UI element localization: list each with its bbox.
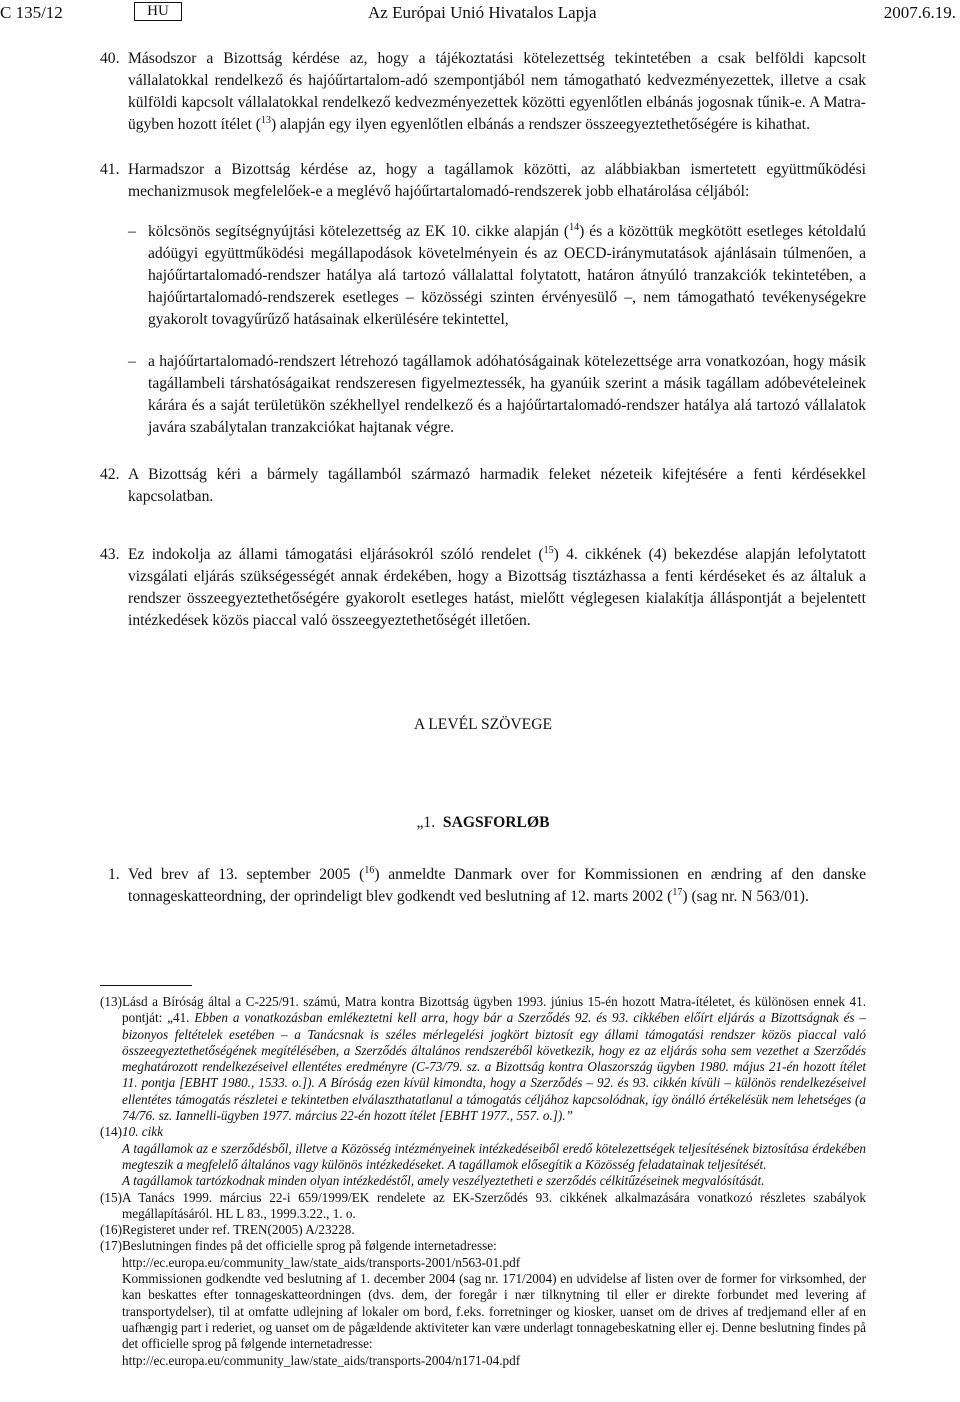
footnote-text: Beslutningen findes på det officielle sprog på følgende internetadresse: <box>122 1238 497 1254</box>
paragraph-text: ) (sag nr. N 563/01). <box>682 888 809 905</box>
footnote-url: http://ec.europa.eu/community_law/state_aids/transports-2001/n563-01.pdf <box>122 1254 521 1270</box>
footnote-text: A tagállamok tartózkodnak minden olyan intézkedéstől, amely veszélyeztetheti e szerződés célkitűzéseinek megvalósítását. <box>122 1173 765 1189</box>
paragraph-text: ) 4. cikkének (4) bekezdése alapján lefolytatott vizsgálati eljárás szükségességét annak érdekében, hogy a Bizottság tisztázhassa a fenti kérdéseket és az általuk a rendszer összeegyeztethetőségére gyakorolt esetleges hatást, mielőtt véglegesen kialakítja álláspontját a bejelentett intézkedések közös piaccal való összeegyeztethetőségét illetően. <box>128 546 866 629</box>
paragraph-text: ) anmeldte Danmark over for Kommissionen en ændring af den danske tonnageskatteordning, der oprindeligt blev godkendt ved beslutning af 12. marts 2002 ( <box>128 866 866 905</box>
section-title: A LEVÉL SZÖVEGE <box>413 716 552 733</box>
footnote-text: Lásd a Bíróság által a C-225/91. számú, Matra kontra Bizottság ügyben 1993. június 15-én hozott Matra-ítéletet, és különösen ennek 41. pontját: „41. <box>122 994 866 1026</box>
language-box: HU <box>134 2 182 21</box>
paragraph-number: 43. <box>100 546 120 563</box>
dash-mark: – <box>128 223 136 240</box>
paragraph-text: Másodszor a Bizottság kérdése az, hogy a tájékoztatási kötelezettség tekintetében a csak belföldi kapcsolt vállalatokkal rendelkező és hajóűrtartalom-adó szempontjából nem támogatható kedvezményezettek, illetve a csak külföldi kapcsolt vállalatokkal rendelkező kedvezményezettek közötti egyenlőtlen elbánás jogosnak tűnik-e. A Matra-ügyben hozott ítélet ( <box>128 50 866 133</box>
dash-text: a hajóűrtartalomadó-rendszert létrehozó tagállamok adóhatóságainak kötelezettsége arra vonatkozóan, hogy másik tagállambeli társhatóságaikat rendszeresen figyelmeztessék, ha gyanúik szerint a másik tagállam adóbevételeinek kárára és a saját területükön székhellyel rendelkező és a hajóűrtartalomadó-rendszer hatálya alá tartozó vállalatok javára szabálytalan tranzakciókat hajtanak végre. <box>148 353 866 436</box>
heading-title: SAGSFORLØB <box>442 814 550 831</box>
footnote-13 <box>100 994 866 1124</box>
footnote-label: (16) <box>100 1222 122 1238</box>
page-reference: C 135/12 <box>0 3 63 22</box>
dash-item-1 <box>100 221 866 331</box>
footnote-ref: 17 <box>672 887 683 898</box>
paragraph-text: A Bizottság kéri a bármely tagállamból származó harmadik feleket nézeteik kifejtésére a fenti kérdésekkel kapcsolatban. <box>128 466 866 505</box>
paragraph-number: 42. <box>100 466 120 483</box>
footnote-text: Kommissionen godkendte ved beslutning af 1. december 2004 (sag nr. 171/2004) en udvidelse af listen over de former for virksomhed, der kan beskattes efter tonnageskatteordningen (dvs. dem, der foregår i nær tilknytning til eller er direkte forbundet med levering af transportydelser), til at omfatte udlejning af lokaler om bord, f.eks. forretninger og kiosker, uanset om de drives af tredjemand eller af en uafhængig part i rederiet, og uanset om de pågældende aktiviteter kan være underlagt tonnagebeskatning eller ej. Denne beslutning findes på det officielle sprog på følgende internetadresse: <box>122 1271 866 1352</box>
heading-number: „1. <box>416 814 436 831</box>
footnote-ref: 14 <box>569 222 580 233</box>
footnote-17 <box>100 1238 866 1368</box>
footnote-label: (15) <box>100 1189 122 1205</box>
footnote-14 <box>100 1124 866 1189</box>
paragraph-41 <box>100 159 866 203</box>
footnote-text: A tagállamok az e szerződésből, illetve a Közösség intézményeinek intézkedéseiből eredő kötelezettségek teljesítésének biztosítása érdekében megteszik a megfelelő általános vagy különös intézkedéseket. A tagállamok elősegítik a Közösség feladatainak teljesítését. <box>122 1140 866 1172</box>
paragraph-40 <box>100 48 866 136</box>
journal-title: Az Európai Unió Hivatalos Lapja <box>368 3 597 22</box>
paragraph-number: 1. <box>108 866 120 883</box>
footnote-label: (13) <box>100 994 122 1009</box>
footnote-ref: 16 <box>364 865 375 876</box>
page-header <box>0 0 960 26</box>
letter-heading <box>100 812 866 834</box>
footnote-label: (14) <box>100 1124 122 1140</box>
footnote-ref: 13 <box>260 115 271 126</box>
footnote-ref: 15 <box>543 545 554 556</box>
paragraph-text: Harmadszor a Bizottság kérdése az, hogy a tagállamok közötti, az alábbiakban ismertetett együttműködési mechanizmusok megfelelőek-e a meglévő hajóűrtartalomadó-rendszerek jobb elhatárolása céljából: <box>128 161 866 200</box>
document-body <box>100 48 866 908</box>
dash-text: ) és a közöttük megkötött esetleges kétoldalú adóügyi együttműködési megállapodások követelményein és az OECD-iránymutatások ajánlásain túlmenően, a hajóűrtartalomadó-rendszer hatálya alá tartozó vállalattal folytatott, határon átnyúló tranzakciók tekintetében, a hajóűrtartalomadó-rendszerek esetleges – közösségi szinten érvényesülő –, nem támogatható tevékenységekre gyakorolt tovagyűrűző hatásainak elkerülésére tekintettel, <box>148 223 866 328</box>
issue-date: 2007.6.19. <box>883 3 956 22</box>
paragraph-text: Ez indokolja az állami támogatási eljárásokról szóló rendelet ( <box>128 546 544 563</box>
paragraph-number: 41. <box>100 161 120 178</box>
paragraph-42 <box>100 464 866 508</box>
letter-paragraph-1 <box>100 864 866 908</box>
paragraph-text: Ved brev af 13. september 2005 ( <box>128 866 365 883</box>
paragraph-text: ) alapján egy ilyen egyenlőtlen elbánás a rendszer összeegyeztethetőségére is kihathat. <box>270 116 811 133</box>
footnote-quote: Ebben a vonatkozásban emlékeztetni kell arra, hogy bár a Szerződés 92. és 93. cikkében előírt eljárás a Bizottságnak és – bizonyos feltételek esetében – a Tanácsnak is széles mérlegelési jogkört biztosít egy állami támogatási rendszer közös piaccal való összeegyeztethetőségének megítélésében, a Szerződés általános rendszeréből következik, hogy ez az eljárás soha sem vezethet a Szerződés meghatározott rendelkezéseivel ellentétes eredményre (C-73/79. sz. a Bizottság kontra Olaszország ügyben 1980. május 21-én hozott ítélet 11. pontja [EBHT 1980., 1533. o.]). A Bíróság ezen kívül kimondta, hogy a Szerződés – 92. és 93. cikkén kívüli – különös rendelkezéseivel ellentétes támogatás részletei e tekintetben elválaszthatatlanul a támogatás céljához kapcsolódnak, így önálló értékelésük nem lehetséges (a 74/76. sz. Iannelli-ügyben 1977. március 22-én hozott ítélet [EBHT 1977., 557. o.]).” <box>122 1010 866 1124</box>
footnote-text: Registeret under ref. TREN(2005) A/23228. <box>122 1222 355 1238</box>
footnotes <box>100 994 866 1369</box>
paragraph-number: 40. <box>100 50 120 67</box>
footnote-16 <box>100 1222 866 1238</box>
footnote-heading: 10. cikk <box>122 1124 164 1140</box>
dash-mark: – <box>128 353 136 370</box>
footnote-url: http://ec.europa.eu/community_law/state_aids/transports-2004/n171-04.pdf <box>122 1352 521 1368</box>
footnote-text: A Tanács 1999. március 22-i 659/1999/EK rendelete az EK-Szerződés 93. cikkének alkalmazására vonatkozó részletes szabályok megállapításáról. HL L 83., 1999.3.22., 1. o. <box>122 1189 866 1221</box>
footnote-15 <box>100 1190 866 1223</box>
dash-text: kölcsönös segítségnyújtási kötelezettség az EK 10. cikke alapján ( <box>148 223 570 240</box>
footnote-label: (17) <box>100 1238 122 1254</box>
dash-item-2 <box>100 351 866 439</box>
footnote-separator <box>100 985 192 986</box>
paragraph-43 <box>100 544 866 632</box>
